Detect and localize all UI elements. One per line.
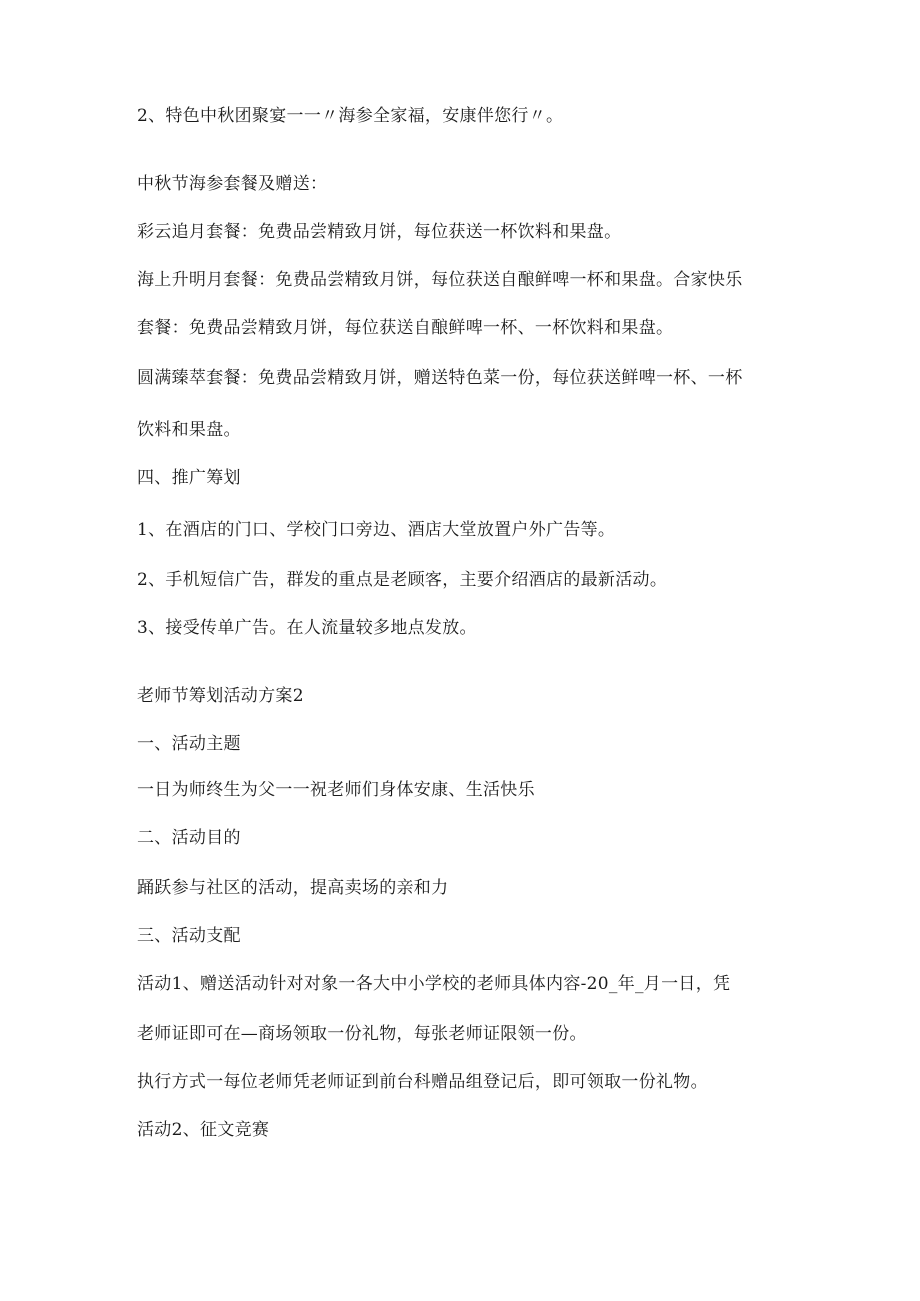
- list-item-feature-banquet: 2、特色中秋团聚宴一一〃海参全家福，安康伴您行〃。: [137, 106, 564, 126]
- text-line-perfect-set-cont: 饮料和果盘。: [137, 420, 241, 440]
- section-heading-promotion: 四、推广筹划: [137, 468, 241, 488]
- text-line-activity-1-cont: 老师证即可在—商场领取一份礼物，每张老师证限领一份。: [137, 1024, 587, 1044]
- section-heading-purpose: 二、活动目的: [137, 828, 241, 848]
- text-line-theme: 一日为师终生为父一一祝老师们身体安康、生活快乐: [137, 780, 535, 800]
- text-line-execution: 执行方式一每位老师凭老师证到前台科赠品组登记后，即可领取一份礼物。: [137, 1072, 708, 1092]
- text-line-perfect-set: 圆满臻萃套餐：免费品尝精致月饼，赠送特色菜一份，每位获送鲜啤一杯、一杯: [137, 368, 743, 388]
- section-heading-theme: 一、活动主题: [137, 734, 241, 754]
- section-heading-arrangement: 三、活动支配: [137, 926, 241, 946]
- text-line-purpose: 踊跃参与社区的活动，提高卖场的亲和力: [137, 878, 449, 898]
- text-line-sea-moon-set: 海上升明月套餐：免费品尝精致月饼，每位获送自酿鲜啤一杯和果盘。合家快乐: [137, 270, 743, 290]
- list-item-outdoor-ads: 1、在酒店的门口、学校门口旁边、酒店大堂放置户外广告等。: [137, 520, 616, 540]
- document-title-plan-2: 老师节筹划活动方案2: [137, 686, 304, 706]
- list-item-sms-ads: 2、手机短信广告，群发的重点是老顾客，主要介绍酒店的最新活动。: [137, 570, 668, 590]
- text-line-cloud-moon-set: 彩云追月套餐：免费品尝精致月饼，每位获送一杯饮料和果盘。: [137, 222, 622, 242]
- text-line-activity-1: 活动1、赠送活动针对对象一各大中小学校的老师具体内容-20_年_月一日，凭: [137, 974, 731, 994]
- text-line-family-set: 套餐：免费品尝精致月饼，每位获送自酿鲜啤一杯、一杯饮料和果盘。: [137, 318, 674, 338]
- section-label-set-meals: 中秋节海参套餐及赠送：: [137, 174, 328, 194]
- text-line-activity-2: 活动2、征文竞赛: [137, 1120, 270, 1140]
- list-item-flyer-ads: 3、接受传单广告。在人流量较多地点发放。: [137, 618, 477, 638]
